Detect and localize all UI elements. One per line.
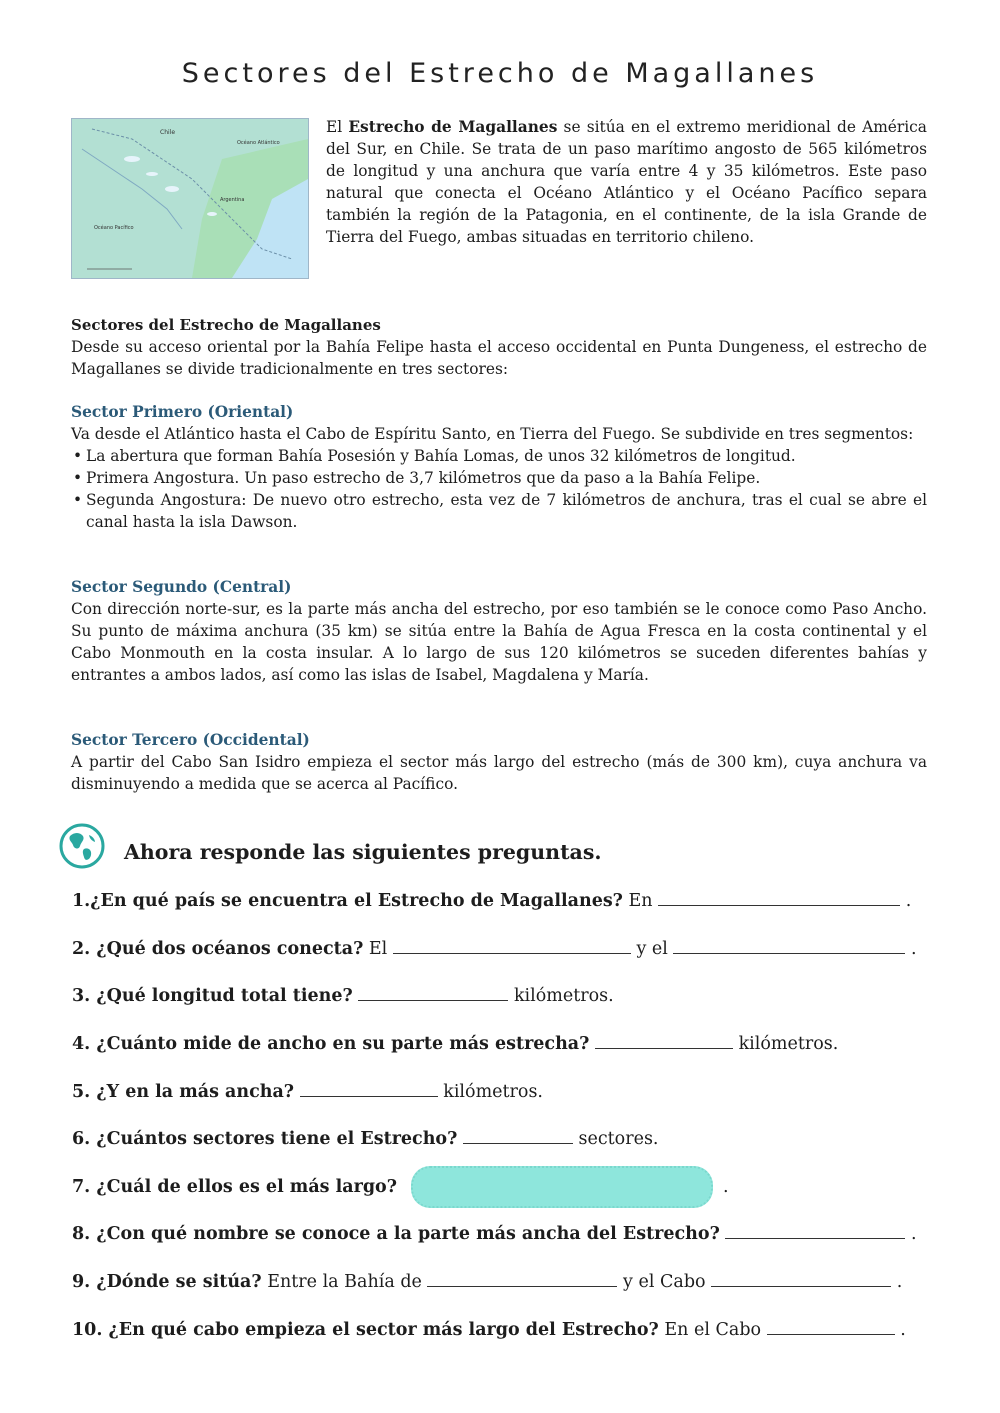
question-7: 7. ¿Cuál de ellos es el más largo? . [72, 1166, 932, 1208]
answer-blank[interactable] [725, 1221, 905, 1239]
map-label: Océano Pacífico [94, 225, 134, 231]
sector-3 [71, 729, 927, 795]
sector-3-text: A partir del Cabo San Isidro empieza el sector más largo del estrecho (más de 300 km), cuya anchura va disminuyendo a medida que se acerca al Pacífico. [71, 753, 927, 793]
map-label: Argentina [220, 197, 245, 203]
questions-title: Ahora responde las siguientes preguntas. [124, 840, 602, 864]
map-label: Chile [160, 129, 176, 136]
answer-blank[interactable] [393, 936, 631, 954]
answer-blank[interactable] [358, 983, 508, 1001]
question-9: 9. ¿Dónde se sitúa? Entre la Bahía de y el Cabo . [72, 1269, 932, 1294]
sector-1-heading: Sector Primero (Oriental) [71, 403, 294, 421]
section-heading: Sectores del Estrecho de Magallanes [71, 316, 381, 334]
question-10: 10. ¿En qué cabo empieza el sector más largo del Estrecho? En el Cabo . [72, 1317, 932, 1342]
answer-blank[interactable] [658, 888, 900, 906]
sector-1 [71, 401, 927, 533]
question-6: 6. ¿Cuántos sectores tiene el Estrecho? sectores. [72, 1126, 932, 1151]
answer-blank[interactable] [463, 1126, 573, 1144]
question-1: 1.¿En qué país se encuentra el Estrecho de Magallanes? En . [72, 888, 932, 913]
answer-blank[interactable] [427, 1269, 617, 1287]
answer-blank[interactable] [767, 1317, 895, 1335]
questions-header [58, 822, 938, 872]
answer-dropdown[interactable] [411, 1166, 713, 1208]
question-3: 3. ¿Qué longitud total tiene? kilómetros. [72, 983, 932, 1008]
globe-icon [58, 822, 106, 870]
sector-3-heading: Sector Tercero (Occidental) [71, 731, 310, 749]
question-4: 4. ¿Cuánto mide de ancho en su parte más estrecha? kilómetros. [72, 1031, 932, 1056]
answer-blank[interactable] [300, 1079, 438, 1097]
sector-2-text: Con dirección norte-sur, es la parte más ancha del estrecho, por eso también se le conoce como Paso Ancho. Su punto de máxima anchura (35 km) se sitúa entre la Bahía de Agua Fresca en la costa continental y el Cabo Monmouth en la costa insular. A lo largo de sus 120 kilómetros se suceden diferentes bahías y entrantes a ambos lados, así como las islas de Isabel, Magdalena y María. [71, 600, 927, 684]
question-2: 2. ¿Qué dos océanos conecta? El y el . [72, 936, 932, 961]
sectors-intro [71, 314, 927, 380]
question-5: 5. ¿Y en la más ancha? kilómetros. [72, 1079, 932, 1104]
page-title: Sectores del Estrecho de Magallanes [181, 58, 819, 89]
sector-2 [71, 576, 927, 686]
intro-paragraph: El Estrecho de Magallanes se sitúa en el extremo meridional de América del Sur, en Chile. Se trata de un paso marítimo angosto de 565 kilómetros de longitud y una anchura que varía entre 4 y 35 kilómetros. Este paso natural que conecta el Océano Atlántico y el Océano Pacífico separa también la región de la Patagonia, en el continente, de la isla Grande de Tierra del Fuego, ambas situadas en territorio chileno. [326, 118, 927, 246]
list-item: • La abertura que forman Bahía Posesión y Bahía Lomas, de unos 32 kilómetros de longitud. [71, 445, 927, 467]
question-8: 8. ¿Con qué nombre se conoce a la parte más ancha del Estrecho? . [72, 1221, 932, 1246]
sector-2-heading: Sector Segundo (Central) [71, 578, 292, 596]
sector-1-text: Va desde el Atlántico hasta el Cabo de Espíritu Santo, en Tierra del Fuego. Se subdivide en tres segmentos: [71, 425, 914, 443]
list-item: • Segunda Angostura: De nuevo otro estrecho, esta vez de 7 kilómetros de anchura, tras el cual se abre el canal hasta la isla Dawson. [71, 489, 927, 533]
section-text: Desde su acceso oriental por la Bahía Felipe hasta el acceso occidental en Punta Dungeness, el estrecho de Magallanes se divide tradicionalmente en tres sectores: [71, 338, 927, 378]
answer-blank[interactable] [595, 1031, 733, 1049]
list-item: • Primera Angostura. Un paso estrecho de 3,7 kilómetros que da paso a la Bahía Felipe. [71, 467, 927, 489]
map-label: Océano Atlántico [237, 140, 280, 146]
sector-1-bullets [71, 445, 927, 533]
intro-bold: Estrecho de Magallanes [348, 118, 558, 136]
answer-blank[interactable] [711, 1269, 891, 1287]
answer-blank[interactable] [673, 936, 905, 954]
magellan-map [71, 118, 309, 279]
